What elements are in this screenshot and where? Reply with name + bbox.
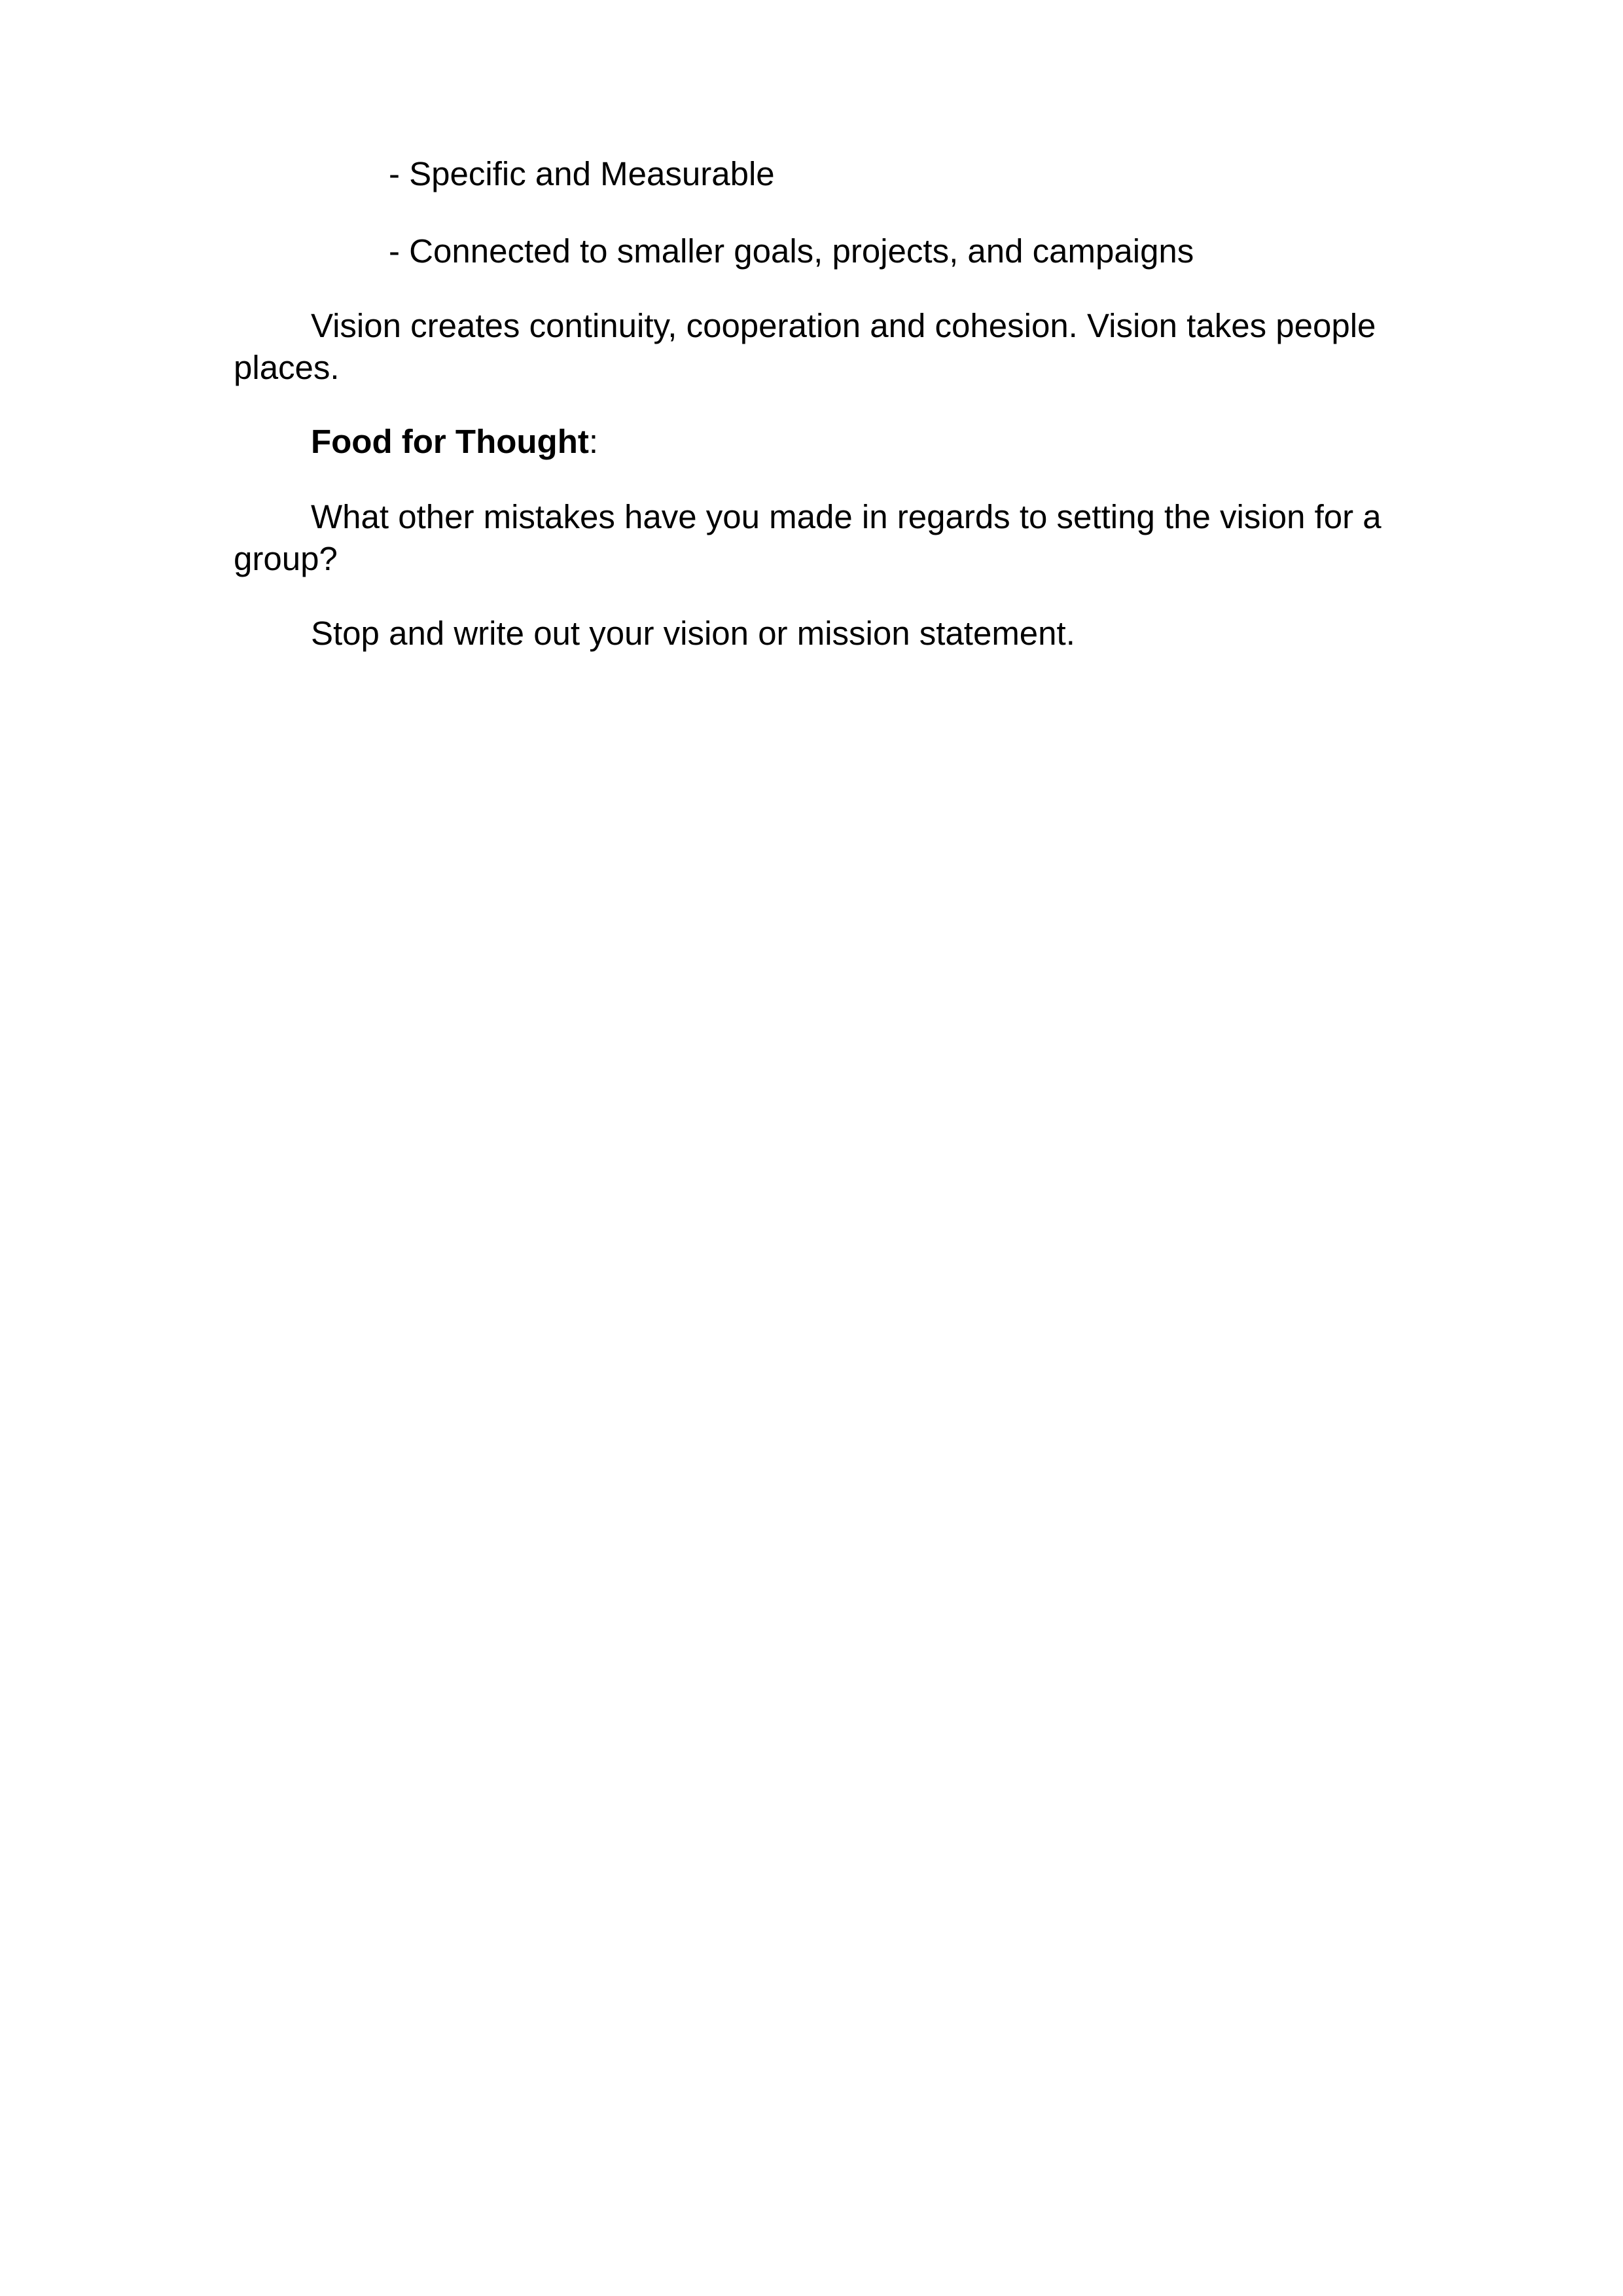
list-item-connected-goals: - Connected to smaller goals, projects, and campaigns — [389, 232, 1194, 270]
paragraph-vision: Vision creates continuity, cooperation and cohesion. Vision takes people places. — [234, 307, 1376, 386]
list-item-specific-measurable: - Specific and Measurable — [389, 155, 775, 192]
paragraph-question: What other mistakes have you made in regards to setting the vision for a group? — [234, 498, 1382, 577]
food-for-thought-heading — [234, 421, 1412, 463]
food-for-thought-colon: : — [588, 423, 599, 460]
paragraph-instruction: Stop and write out your vision or mission statement. — [311, 615, 1075, 652]
food-for-thought-label: Food for Thought — [311, 423, 589, 460]
